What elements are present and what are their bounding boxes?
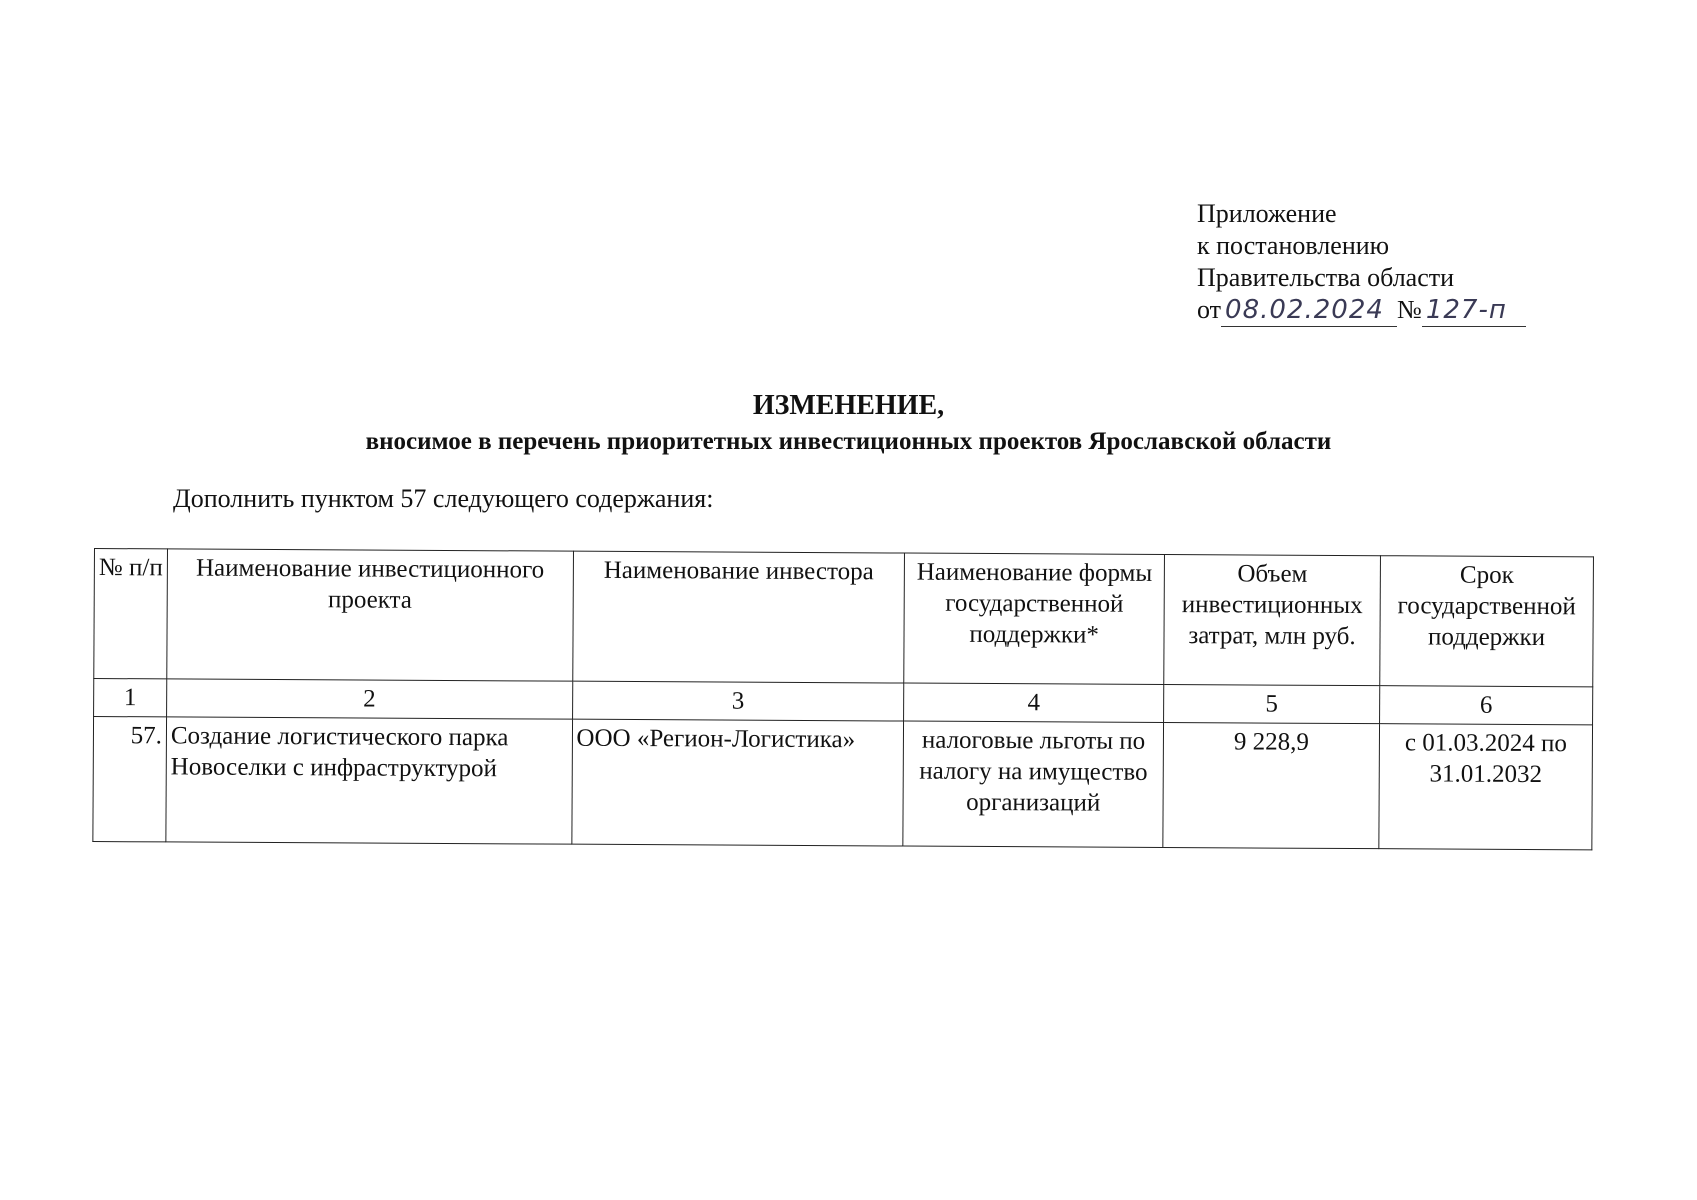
- header-investor: Наименование инвестора: [572, 551, 904, 683]
- header-volume: Объем инвестиционных затрат, млн руб.: [1164, 554, 1381, 685]
- column-number: 4: [904, 683, 1164, 722]
- document-subtitle: вносимое в перечень приоритетных инвестиционных проектов Ярославской области: [365, 428, 1332, 455]
- row-project: Создание логистического парка Новоселки с инфраструктурой: [166, 717, 572, 844]
- table-row: [93, 717, 1593, 850]
- row-term: с 01.03.2024 по 31.01.2032: [1379, 724, 1593, 850]
- approval-line-government: Правительства области: [1197, 263, 1455, 292]
- column-number: 3: [572, 681, 904, 721]
- column-number: 1: [94, 679, 167, 717]
- projects-table: [92, 548, 1594, 850]
- header-term: Срок государственной поддержки: [1380, 556, 1594, 687]
- row-number: 57.: [93, 717, 167, 842]
- handwritten-date: 08.02.2024: [1221, 294, 1397, 327]
- number-sign: №: [1397, 295, 1422, 324]
- column-number: 5: [1164, 684, 1380, 723]
- approval-date-line: [1197, 294, 1526, 327]
- header-number: № п/п: [94, 549, 168, 679]
- document-title: ИЗМЕНЕНИЕ,: [752, 390, 945, 421]
- column-number: 6: [1380, 686, 1593, 725]
- header-project: Наименование инвестиционного проекта: [167, 549, 573, 681]
- handwritten-number: 127-п: [1422, 294, 1526, 327]
- approval-line-resolution: к постановлению: [1197, 231, 1390, 260]
- approval-line-appendix: Приложение: [1197, 199, 1337, 228]
- table-header-row: [94, 549, 1594, 687]
- date-prefix: от: [1197, 295, 1222, 324]
- row-support-form: налоговые льготы по налогу на имущество организаций: [903, 721, 1164, 847]
- approval-block: [1197, 198, 1526, 327]
- column-number: 2: [166, 679, 572, 719]
- row-volume: 9 228,9: [1163, 722, 1380, 848]
- intro-text: Дополнить пунктом 57 следующего содержания:: [173, 484, 714, 513]
- row-investor: ООО «Регион-Логистика»: [571, 719, 903, 846]
- header-support-form: Наименование формы государственной поддержки*: [904, 553, 1165, 684]
